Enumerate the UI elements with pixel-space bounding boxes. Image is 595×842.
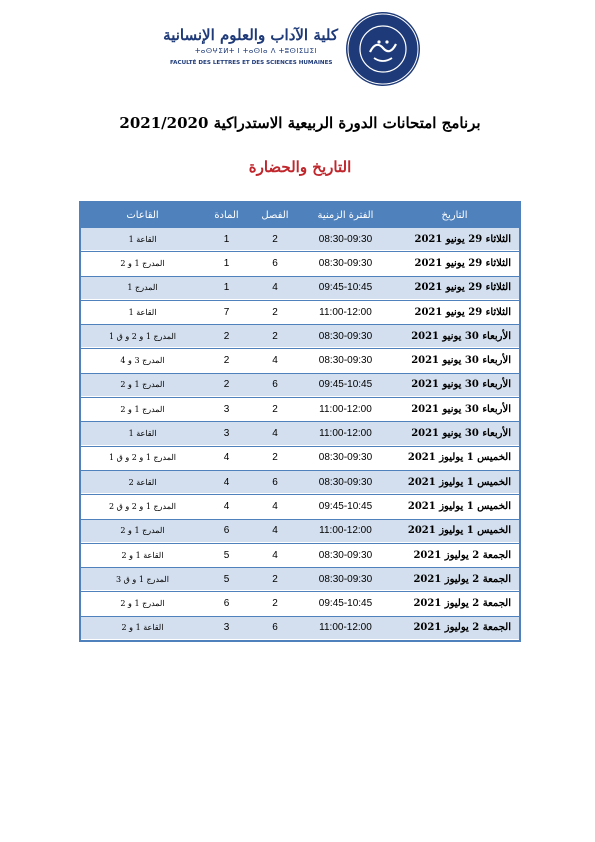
cell-semester: 2 (249, 227, 301, 251)
cell-date: الثلاثاء 29 يونيو 2021 (390, 227, 519, 251)
table-row (81, 276, 519, 300)
cell-semester: 4 (249, 276, 301, 300)
cell-subject: 4 (204, 494, 249, 518)
cell-subject: 2 (204, 348, 249, 372)
cell-time: 09:45-10:45 (301, 591, 390, 615)
table-row (81, 421, 519, 445)
cell-subject: 3 (204, 397, 249, 421)
table-row (81, 616, 519, 640)
cell-halls: المدرج 1 و 2 (81, 519, 204, 543)
cell-time: 09:45-10:45 (301, 276, 390, 300)
cell-halls: القاعة 1 (81, 227, 204, 251)
cell-semester: 2 (249, 397, 301, 421)
cell-semester: 2 (249, 591, 301, 615)
cell-halls: القاعة 1 و 2 (81, 616, 204, 640)
cell-date: الجمعة 2 يوليوز 2021 (390, 616, 519, 640)
cell-halls: المدرج 1 و 2 و ق 2 (81, 494, 204, 518)
table-row (81, 251, 519, 275)
cell-time: 08:30-09:30 (301, 348, 390, 372)
cell-time: 08:30-09:30 (301, 470, 390, 494)
cell-date: الجمعة 2 يوليوز 2021 (390, 567, 519, 591)
cell-subject: 3 (204, 421, 249, 445)
cell-subject: 6 (204, 591, 249, 615)
cell-semester: 6 (249, 251, 301, 275)
cell-halls: المدرج 1 و 2 و ق 1 (81, 446, 204, 470)
cell-semester: 6 (249, 616, 301, 640)
cell-date: الخميس 1 يوليوز 2021 (390, 446, 519, 470)
cell-semester: 2 (249, 446, 301, 470)
cell-time: 08:30-09:30 (301, 324, 390, 348)
cell-date: الأربعاء 30 يونيو 2021 (390, 373, 519, 397)
exam-schedule-table (79, 201, 521, 642)
cell-date: الأربعاء 30 يونيو 2021 (390, 348, 519, 372)
cell-date: الخميس 1 يوليوز 2021 (390, 470, 519, 494)
cell-date: الجمعة 2 يوليوز 2021 (390, 543, 519, 567)
cell-subject: 5 (204, 567, 249, 591)
table-row (81, 567, 519, 591)
cell-subject: 4 (204, 446, 249, 470)
table-row (81, 591, 519, 615)
column-header-semester: الفصل (249, 203, 301, 227)
cell-subject: 1 (204, 227, 249, 251)
cell-subject: 7 (204, 300, 249, 324)
cell-halls: المدرج 1 و 2 (81, 251, 204, 275)
table-header-row (81, 203, 519, 227)
table-row (81, 446, 519, 470)
cell-time: 09:45-10:45 (301, 494, 390, 518)
table-row (81, 519, 519, 543)
cell-halls: المدرج 1 و 2 (81, 373, 204, 397)
cell-date: الأربعاء 30 يونيو 2021 (390, 324, 519, 348)
cell-time: 11:00-12:00 (301, 421, 390, 445)
table-row (81, 373, 519, 397)
cell-time: 08:30-09:30 (301, 251, 390, 275)
table-row (81, 543, 519, 567)
cell-halls: القاعة 2 (81, 470, 204, 494)
column-header-date: التاريخ (390, 203, 519, 227)
cell-subject: 3 (204, 616, 249, 640)
cell-time: 11:00-12:00 (301, 300, 390, 324)
cell-time: 11:00-12:00 (301, 616, 390, 640)
table-row (81, 494, 519, 518)
cell-semester: 2 (249, 324, 301, 348)
column-header-time: الفترة الزمنية (301, 203, 390, 227)
cell-halls: المدرج 1 (81, 276, 204, 300)
cell-date: الجمعة 2 يوليوز 2021 (390, 591, 519, 615)
cell-date: الثلاثاء 29 يونيو 2021 (390, 300, 519, 324)
cell-time: 11:00-12:00 (301, 397, 390, 421)
page-title: برنامج امتحانات الدورة الربيعية الاستدراكية 2021/2020 (119, 114, 481, 132)
faculty-header (163, 12, 440, 92)
cell-date: الخميس 1 يوليوز 2021 (390, 494, 519, 518)
cell-time: 08:30-09:30 (301, 567, 390, 591)
cell-subject: 2 (204, 373, 249, 397)
cell-subject: 6 (204, 519, 249, 543)
table-row (81, 470, 519, 494)
cell-semester: 4 (249, 421, 301, 445)
cell-subject: 5 (204, 543, 249, 567)
column-header-halls: القاعات (81, 203, 204, 227)
cell-date: الخميس 1 يوليوز 2021 (390, 519, 519, 543)
faculty-name-tifinagh: ⵜⴰⵙⵖⵉⵍⵜ ⵏ ⵜⴰⵙⵏⴰ ⴷ ⵜⵓⵙⵏⵉⵡⵉⵏ (194, 47, 318, 55)
cell-time: 11:00-12:00 (301, 519, 390, 543)
cell-time: 08:30-09:30 (301, 543, 390, 567)
cell-time: 08:30-09:30 (301, 446, 390, 470)
cell-date: الأربعاء 30 يونيو 2021 (390, 421, 519, 445)
faculty-name-arabic: كلية الآداب والعلوم الإنسانية (163, 26, 338, 44)
faculty-name-french: FACULTÉ DES LETTRES ET DES SCIENCES HUMAINES (170, 60, 333, 66)
page-subtitle: التاريخ والحضارة (248, 158, 352, 176)
cell-semester: 6 (249, 470, 301, 494)
cell-semester: 4 (249, 543, 301, 567)
cell-halls: القاعة 1 (81, 421, 204, 445)
cell-semester: 2 (249, 300, 301, 324)
cell-date: الأربعاء 30 يونيو 2021 (390, 397, 519, 421)
cell-halls: المدرج 3 و 4 (81, 348, 204, 372)
cell-halls: المدرج 1 و 2 (81, 591, 204, 615)
table-row (81, 324, 519, 348)
cell-halls: القاعة 1 (81, 300, 204, 324)
cell-halls: القاعة 1 و 2 (81, 543, 204, 567)
cell-semester: 4 (249, 348, 301, 372)
cell-date: الثلاثاء 29 يونيو 2021 (390, 276, 519, 300)
table-row (81, 300, 519, 324)
university-seal-logo (346, 12, 420, 86)
cell-semester: 2 (249, 567, 301, 591)
cell-halls: المدرج 1 و 2 (81, 397, 204, 421)
table-row (81, 348, 519, 372)
column-header-subject: المادة (204, 203, 249, 227)
cell-semester: 4 (249, 494, 301, 518)
cell-time: 09:45-10:45 (301, 373, 390, 397)
cell-subject: 4 (204, 470, 249, 494)
cell-semester: 6 (249, 373, 301, 397)
cell-halls: المدرج 1 و ق 3 (81, 567, 204, 591)
cell-time: 08:30-09:30 (301, 227, 390, 251)
cell-subject: 2 (204, 324, 249, 348)
table-row (81, 227, 519, 251)
table-row (81, 397, 519, 421)
cell-subject: 1 (204, 276, 249, 300)
cell-subject: 1 (204, 251, 249, 275)
cell-halls: المدرج 1 و 2 و ق 1 (81, 324, 204, 348)
cell-semester: 4 (249, 519, 301, 543)
cell-date: الثلاثاء 29 يونيو 2021 (390, 251, 519, 275)
